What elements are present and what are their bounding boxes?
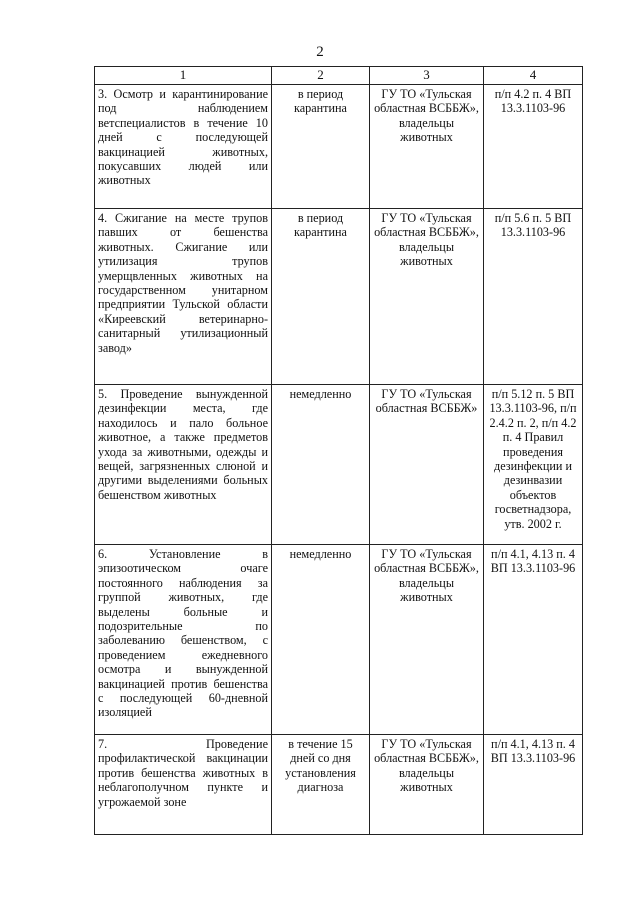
basis-cell: п/п 4.1, 4.13 п. 4 ВП 13.3.1103-96 — [484, 735, 583, 835]
column-header-1: 1 — [95, 67, 272, 85]
deadline-cell: в течение 15 дней со дня установления диагноза — [272, 735, 370, 835]
basis-cell: п/п 5.12 п. 5 ВП 13.3.1103-96, п/п 2.4.2 п. 2, п/п 4.2 п. 4 Правил проведения дезинфекции и дезинвазии объектов госветнадзора, утв. 2002 г. — [484, 385, 583, 545]
deadline-cell: немедленно — [272, 545, 370, 735]
deadline-cell: в период карантина — [272, 85, 370, 209]
table-row — [95, 209, 583, 385]
responsible-cell: ГУ ТО «Тульская областная ВСББЖ» — [370, 385, 484, 545]
table-row — [95, 385, 583, 545]
responsible-cell: ГУ ТО «Тульская областная ВСББЖ», владельцы животных — [370, 85, 484, 209]
responsible-cell: ГУ ТО «Тульская областная ВСББЖ», владельцы животных — [370, 209, 484, 385]
basis-cell: п/п 5.6 п. 5 ВП 13.3.1103-96 — [484, 209, 583, 385]
measure-cell: 6. Установление в эпизоотическом очаге постоянного наблюдения за группой животных, где выделены больные и подозрительные по заболеванию бешенством, с проведением ежедневного осмотра и вынужденной вакцинацией против бешенства с последующей 60-дневной изоляцией — [95, 545, 272, 735]
responsible-cell: ГУ ТО «Тульская областная ВСББЖ», владельцы животных — [370, 545, 484, 735]
table-row — [95, 545, 583, 735]
deadline-cell: в период карантина — [272, 209, 370, 385]
deadline-cell: немедленно — [272, 385, 370, 545]
table-row — [95, 85, 583, 209]
column-header-3: 3 — [370, 67, 484, 85]
measure-cell: 7. Проведение профилактической вакцинации против бешенства животных в неблагополучном пункте и угрожаемой зоне — [95, 735, 272, 835]
measures-table — [94, 66, 583, 835]
measure-cell: 4. Сжигание на месте трупов павших от бешенства животных. Сжигание или утилизация трупов умерщвленных животных на государственном унитарном предприятии Тульской области «Киреевский ветеринарно-санитарный утилизационный завод» — [95, 209, 272, 385]
column-header-2: 2 — [272, 67, 370, 85]
basis-cell: п/п 4.1, 4.13 п. 4 ВП 13.3.1103-96 — [484, 545, 583, 735]
basis-cell: п/п 4.2 п. 4 ВП 13.3.1103-96 — [484, 85, 583, 209]
table-row — [95, 735, 583, 835]
measure-cell: 5. Проведение вынужденной дезинфекции места, где находилось и пало больное животное, а также предметов ухода за животными, одежды и вещей, загрязненных слюной и другими выделениями больных бешенством животных — [95, 385, 272, 545]
measure-cell: 3. Осмотр и карантинирование под наблюдением ветспециалистов в течение 10 дней с последующей вакцинацией животных, покусавших людей или животных — [95, 85, 272, 209]
table-header-row — [95, 67, 583, 85]
responsible-cell: ГУ ТО «Тульская областная ВСББЖ», владельцы животных — [370, 735, 484, 835]
page-number: 2 — [316, 44, 324, 60]
column-header-4: 4 — [484, 67, 583, 85]
